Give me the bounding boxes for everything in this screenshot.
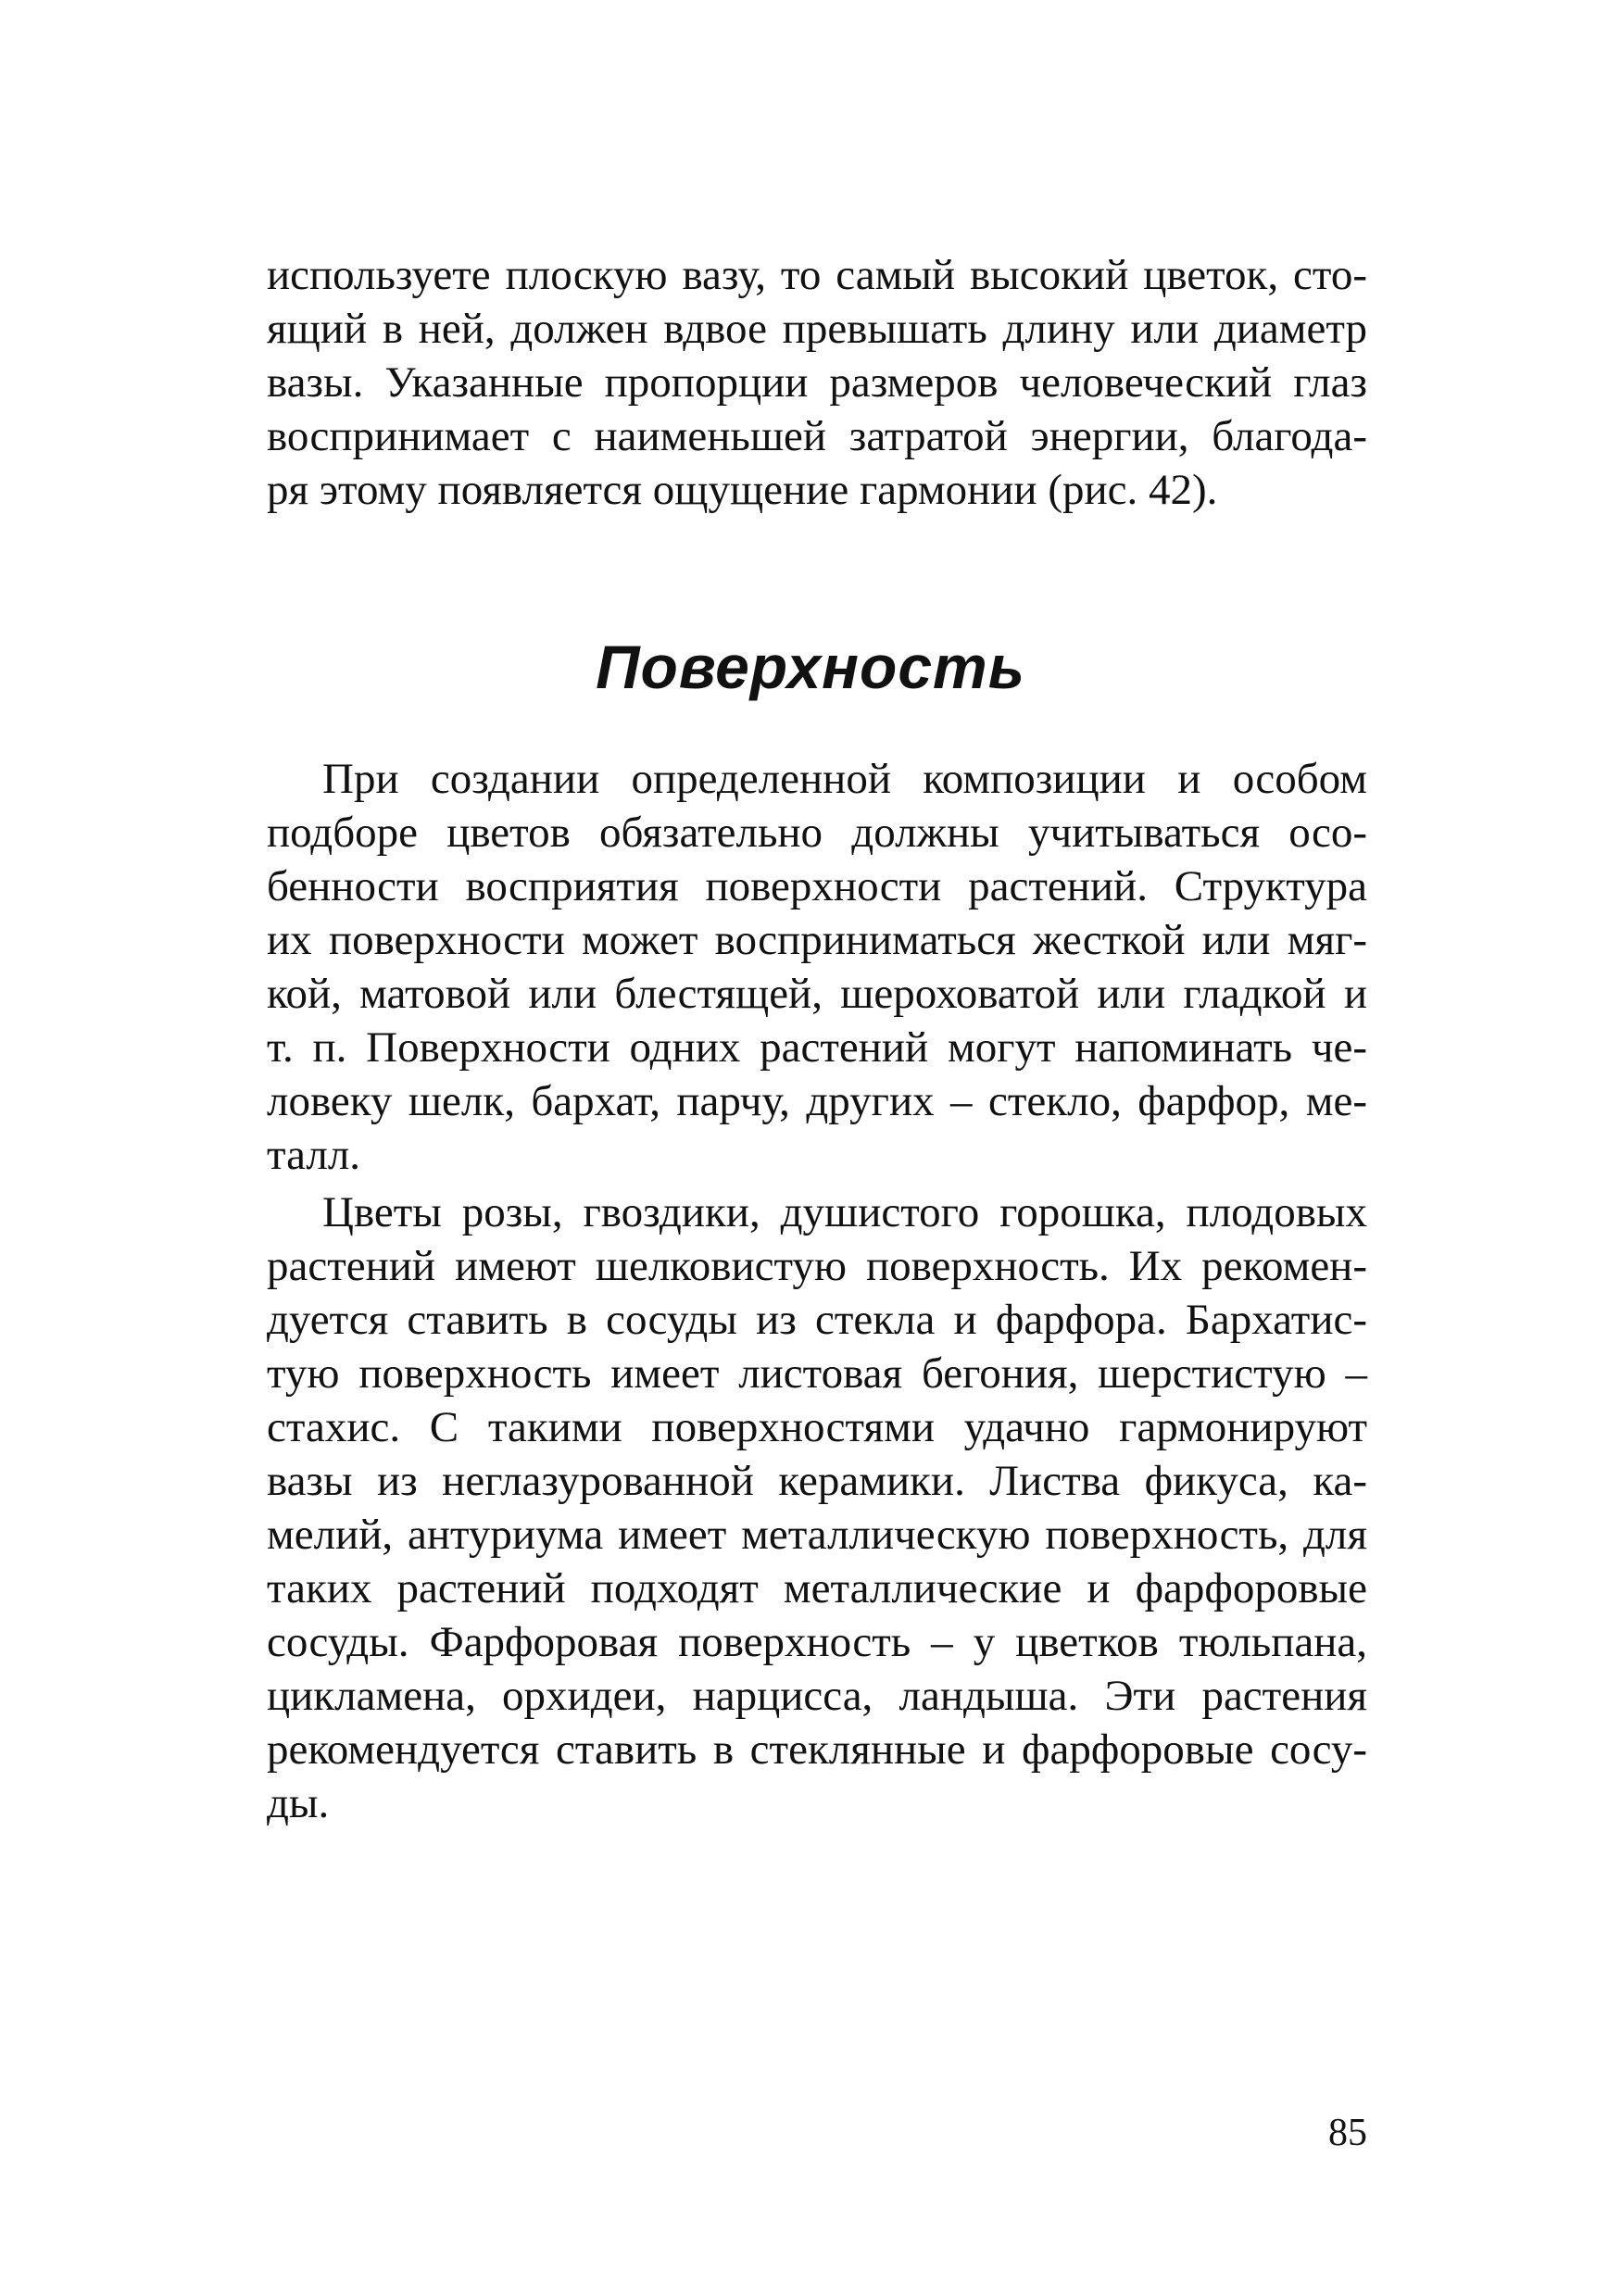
text-line: ды. xyxy=(267,1779,330,1827)
text-line: ящий в ней, должен вдвое превышать длину или диаметр xyxy=(267,305,1367,353)
text-line: При создании определенной композиции и особом xyxy=(322,755,1367,803)
paragraph-flower-surfaces xyxy=(267,1186,1367,1830)
text-line: воспринимает с наименьшей затратой энергии, благода- xyxy=(267,412,1367,460)
text-line: бенности восприятия поверхности растений. Структура xyxy=(267,862,1367,910)
text-line: подборе цветов обязательно должны учитываться осо- xyxy=(267,809,1367,857)
paragraph-surface-perception xyxy=(267,752,1367,1182)
text-line: таких растений подходят металлические и фарфоровые xyxy=(267,1564,1367,1612)
text-line: вазы из неглазурованной керамики. Листва фикуса, ка- xyxy=(267,1457,1367,1505)
text-line: цикламена, орхидеи, нарцисса, ландыша. Эти растения xyxy=(267,1672,1367,1720)
text-line: тую поверхность имеет листовая бегония, шерстистую – xyxy=(267,1349,1367,1398)
text-line: Цветы розы, гвоздики, душистого горошка, плодовых xyxy=(322,1188,1367,1236)
text-line: растений имеют шелковистую поверхность. Их рекомен- xyxy=(267,1242,1367,1290)
text-line: используете плоскую вазу, то самый высокий цветок, сто- xyxy=(267,251,1367,299)
text-line: стахис. С такими поверхностями удачно гармонируют xyxy=(267,1403,1367,1451)
text-line: их поверхности может восприниматься жесткой или мяг- xyxy=(267,916,1367,964)
text-line: вазы. Указанные пропорции размеров человеческий глаз xyxy=(267,358,1367,407)
text-line: ловеку шелк, бархат, парчу, других – стекло, фарфор, ме- xyxy=(267,1077,1367,1125)
section-title: Поверхность xyxy=(596,633,1025,701)
page-number: 85 xyxy=(1328,2112,1367,2154)
text-line: т. п. Поверхности одних растений могут напоминать че- xyxy=(267,1023,1367,1072)
text-line: дуется ставить в сосуды из стекла и фарфора. Бархатис- xyxy=(267,1296,1367,1344)
text-line: талл. xyxy=(267,1131,361,1179)
text-line: ря этому появляется ощущение гармонии (рис. 42). xyxy=(267,466,1218,514)
text-line: мелий, антуриума имеет металлическую поверхность, для xyxy=(267,1511,1367,1559)
continuation-paragraph xyxy=(267,248,1367,517)
text-line: сосуды. Фарфоровая поверхность – у цветков тюльпана, xyxy=(267,1618,1367,1666)
text-line: рекомендуется ставить в стеклянные и фарфоровые сосу- xyxy=(267,1725,1367,1774)
text-line: кой, матовой или блестящей, шероховатой или гладкой и xyxy=(267,970,1367,1018)
